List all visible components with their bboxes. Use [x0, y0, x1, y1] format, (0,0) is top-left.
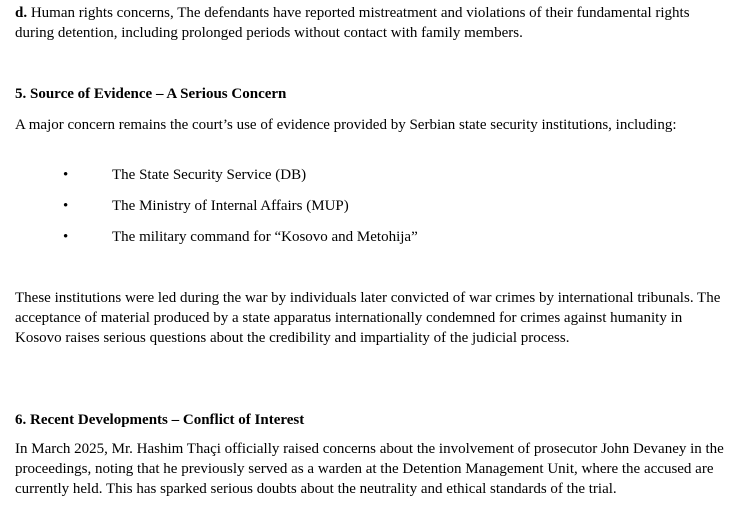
section-6-heading: 6. Recent Developments – Conflict of Interest [15, 412, 305, 428]
section-6-body: In March 2025, Mr. Hashim Thaçi officially raised concerns about the involvement of prosecutor John Devaney in the proceedings, noting that he previously served as a warden at the Detention Management Unit, where the accused are currently held. This has sparked serious doubts about the neutrality and ethical standards of the trial. [15, 441, 724, 497]
human-rights-text: Human rights concerns, The defendants have reported mistreatment and violations of their fundamental rights during detention, including prolonged periods without contact with family members. [15, 5, 690, 41]
list-item-text: The military command for “Kosovo and Metohija” [112, 229, 418, 245]
bullet-icon: • [63, 167, 69, 183]
bullet-icon: • [63, 229, 69, 245]
paragraph-human-rights [15, 3, 730, 43]
section-5-heading: 5. Source of Evidence – A Serious Concern [15, 86, 287, 102]
list-item-text: The Ministry of Internal Affairs (MUP) [112, 198, 349, 214]
section-5-intro: A major concern remains the court’s use of evidence provided by Serbian state security institutions, including: [15, 117, 677, 133]
bullet-icon: • [63, 198, 69, 214]
institutions-paragraph: These institutions were led during the war by individuals later convicted of war crimes by international tribunals. The acceptance of material produced by a state apparatus internationally condemned for crimes against humanity in Kosovo raises serious questions about the credibility and impartiality of the judicial process. [15, 290, 721, 346]
item-label-d: d. [15, 5, 28, 21]
list-item-text: The State Security Service (DB) [112, 167, 307, 183]
